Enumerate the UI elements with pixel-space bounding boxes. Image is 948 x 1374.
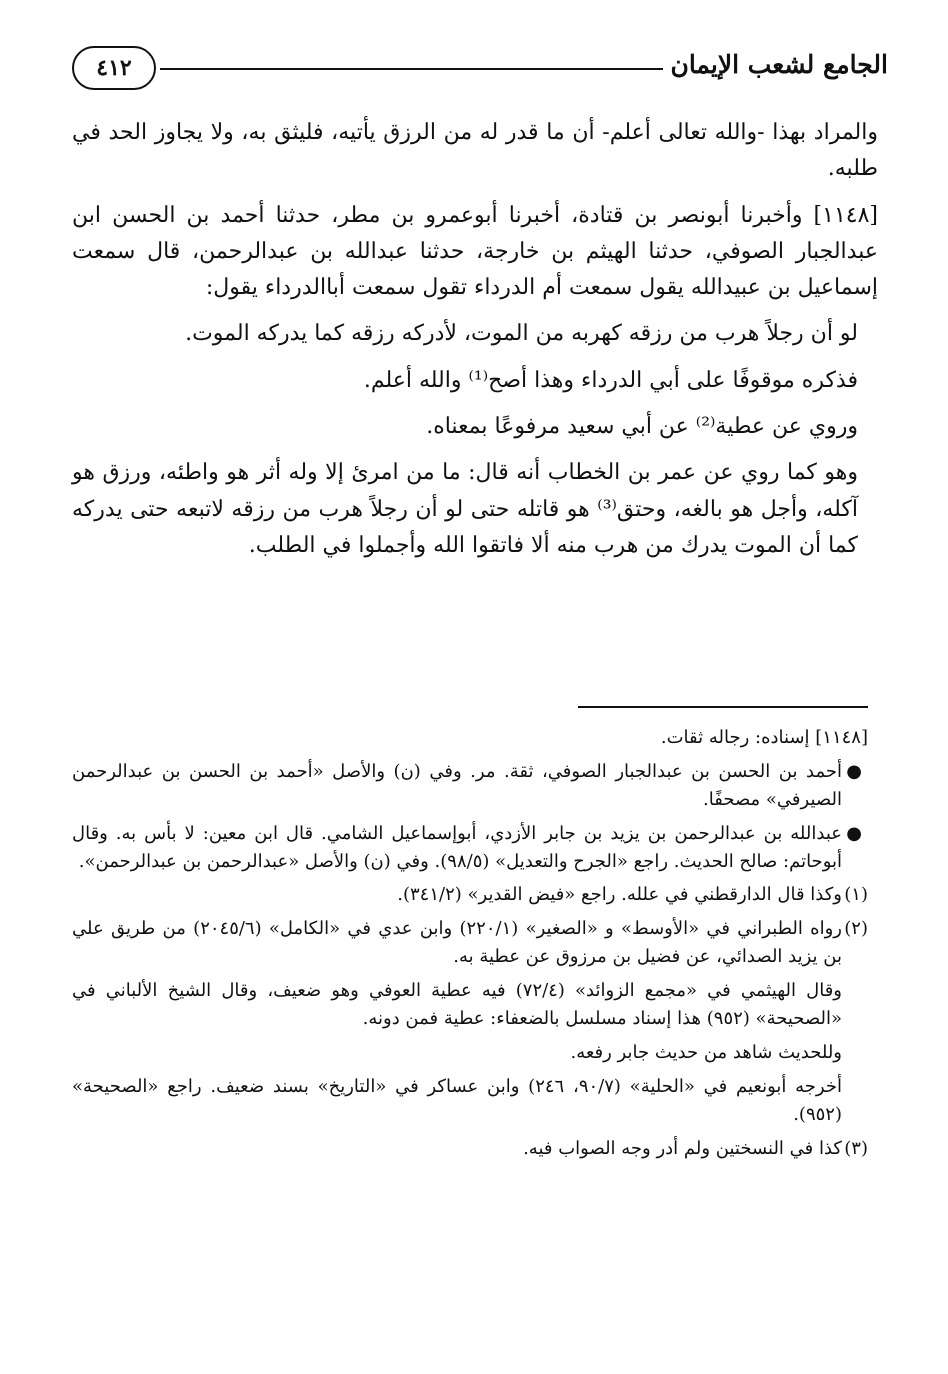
- footnote-isnad: [١١٤٨] إسناده: رجاله ثقات.: [660, 727, 868, 748]
- running-header: [72, 42, 888, 102]
- footnote-continuation: وقال الهيثمي في «مجمع الزوائد» (٧٢/٤) فيه عطية العوفي وهو ضعيف، وقال الشيخ الألباني في «الصحيحة» (٩٥٢) هذا إسناد مسلسل بالضعفاء: عطية فمن دونه.: [72, 980, 842, 1030]
- paragraph: والمراد بهذا -والله تعالى أعلم- أن ما قدر له من الرزق يأتيه، فليثق به، ولا يجاوز الحد في طلبه.: [72, 120, 878, 182]
- footnote-2: [72, 915, 868, 971]
- footnote-number: (٢): [844, 918, 868, 940]
- bullet-icon: ●: [846, 760, 862, 782]
- footnote-text: رواه الطبراني في «الأوسط» و «الصغير» (٢٢٠/١) وابن عدي في «الكامل» (٢٠٤٥/٦) من طريق علي بن يزيد الصدائي، عن فضيل بن مرزوق عن عطية به.: [72, 918, 843, 968]
- main-text: [72, 115, 878, 574]
- footnote-number: (٣): [844, 1137, 868, 1159]
- footnote-bullet-text: أحمد بن الحسن بن عبدالجبار الصوفي، ثقة. مر. وفي (ن) والأصل «أحمد بن الحسن بن عبدالرحمن الصيرفي» مصحفًا.: [72, 760, 842, 810]
- page-number: ٤١٢: [72, 46, 156, 90]
- footnote-separator: [578, 706, 868, 708]
- footnote-continuation: أخرجه أبونعيم في «الحلية» (٩٠/٧، ٢٤٦) وابن عساكر في «التاريخ» بسند ضعيف. راجع «الصحيحة» (٩٥٢).: [72, 1075, 842, 1125]
- paragraph: وروي عن عطية⁽²⁾ عن أبي سعيد مرفوعًا بمعناه.: [426, 414, 858, 440]
- footnote-continuation: وللحديث شاهد من حديث جابر رفعه.: [570, 1041, 842, 1063]
- paragraph: وهو كما روي عن عمر بن الخطاب أنه قال: ما من امرئ إلا وله أثر هو واطئه، ورزق هو آكله، وأجل هو بالغه، وحتق⁽³⁾ هو قاتله حتى لو أن رجلاً هرب من رزقه لاتبعه حتى يدركه كما أن الموت يدرك من هرب منه ألا فاتقوا الله وأجملوا في الطلب.: [72, 460, 858, 558]
- hadith-isnad: [١١٤٨] وأخبرنا أبونصر بن قتادة، أخبرنا أبوعمرو بن مطر، حدثنا أحمد بن الحسن ابن عبدالجبار الصوفي، حدثنا الهيثم بن خارجة، حدثنا عبدالله بن عبدالرحمن، قال سمعت إسماعيل بن عبيدالله يقول سمعت أم الدرداء تقول سمعت أباالدرداء يقول:: [72, 202, 878, 301]
- footnote-text: كذا في النسختين ولم أدر وجه الصواب فيه.: [523, 1137, 842, 1159]
- footnote-bullet: [72, 820, 868, 876]
- footnote-bullet-text: عبدالله بن عبدالرحمن بن يزيد بن جابر الأزدي، أبوإسماعيل الشامي. قال ابن معين: لا بأس به. وقال أبوحاتم: صالح الحديث. راجع «الجرح والتعديل» (٩٨/٥). وفي (ن) والأصل «عبدالرحمن بن عبدالرحمن».: [72, 822, 842, 872]
- header-rule: [160, 68, 663, 70]
- footnote-3: [72, 1135, 868, 1163]
- bullet-icon: ●: [846, 822, 862, 844]
- footnote-1: [72, 881, 868, 909]
- paragraph: فذكره موقوفًا على أبي الدرداء وهذا أصح⁽¹⁾ والله أعلم.: [363, 367, 858, 393]
- book-title: الجامع لشعب الإيمان: [670, 50, 888, 79]
- footnotes: [72, 724, 868, 1168]
- hadith-text: لو أن رجلاً هرب من رزقه كهربه من الموت، لأدركه رزقه كما يدركه الموت.: [185, 321, 858, 347]
- footnote-bullet: [72, 758, 868, 814]
- footnote-number: (١): [844, 884, 868, 906]
- footnote-text: وكذا قال الدارقطني في علله. راجع «فيض القدير» (٣٤١/٢).: [397, 884, 842, 906]
